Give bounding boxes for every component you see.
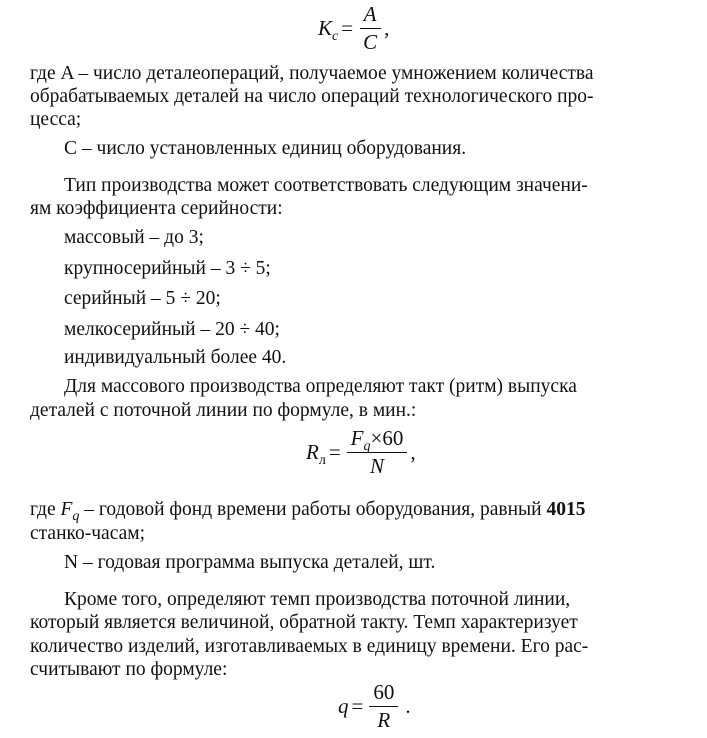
def-a-line-3: цесса;: [30, 109, 82, 130]
tempo-line-3: количество изделий, изготавливаемых в единицу времени. Его рас-: [30, 636, 589, 657]
formula-q-lhs: q: [338, 694, 349, 718]
formula-rl-tail: ,: [410, 440, 416, 464]
formula-rl-lhs: $R_л$: [306, 440, 326, 468]
formula-rl-num: $F_q\times 60$: [347, 428, 408, 453]
tempo-line-2: который является величиной, обратной такту. Темп характеризует: [30, 612, 578, 633]
formula-kc: [318, 4, 389, 53]
formula-q-den: R: [377, 708, 391, 732]
type-intro-line-2: ям коэффициента серийности:: [30, 198, 283, 219]
formula-kc-num: A: [360, 4, 381, 29]
formula-q-eq: =: [351, 694, 364, 718]
def-fq-line-1: где $F_q$ – годовой фонд времени работы оборудования, равный 4015: [30, 499, 586, 524]
formula-rl-den: N: [370, 454, 385, 478]
formula-q-fraction: [369, 682, 398, 731]
formula-q-num: 60: [369, 682, 398, 707]
mass-line-2: деталей с поточной линии по формуле, в мин.:: [30, 400, 417, 421]
type-intro-line-1: Тип производства может соответствовать следующим значени-: [64, 175, 588, 196]
def-a-line-1: где A – число деталеопераций, получаемое умножением количества: [30, 63, 594, 84]
type-item-large-batch: крупносерийный – 3 ÷ 5;: [64, 258, 271, 279]
tempo-line-1: Кроме того, определяют темп производства поточной линии,: [64, 589, 571, 610]
formula-q-tail: .: [405, 694, 411, 718]
formula-kc-fraction: [359, 4, 381, 53]
formula-rl: [306, 428, 416, 477]
tempo-line-4: считывают по формуле:: [30, 659, 228, 680]
def-a-line-2: обрабатываемых деталей на число операций технологического про-: [30, 86, 594, 107]
formula-kc-den: C: [363, 30, 378, 54]
type-item-small-batch: мелкосерийный – 20 ÷ 40;: [64, 319, 280, 340]
mass-line-1: Для массового производства определяют такт (ритм) выпуска: [64, 376, 577, 397]
formula-kc-lhs: $K_c$: [318, 16, 339, 44]
type-item-individual: индивидуальный более 40.: [64, 347, 287, 368]
formula-rl-fraction: [347, 428, 408, 477]
formula-kc-eq: =: [341, 16, 354, 40]
formula-kc-tail: ,: [384, 16, 390, 40]
formula-q: [338, 682, 411, 731]
formula-rl-eq: =: [328, 440, 341, 464]
def-n: N – годовая программа выпуска деталей, шт.: [64, 552, 436, 573]
type-item-batch: серийный – 5 ÷ 20;: [64, 288, 221, 309]
def-c: C – число установленных единиц оборудования.: [64, 138, 467, 159]
type-item-mass: массовый – до 3;: [64, 227, 204, 248]
def-fq-line-2: станко-часам;: [30, 523, 146, 544]
